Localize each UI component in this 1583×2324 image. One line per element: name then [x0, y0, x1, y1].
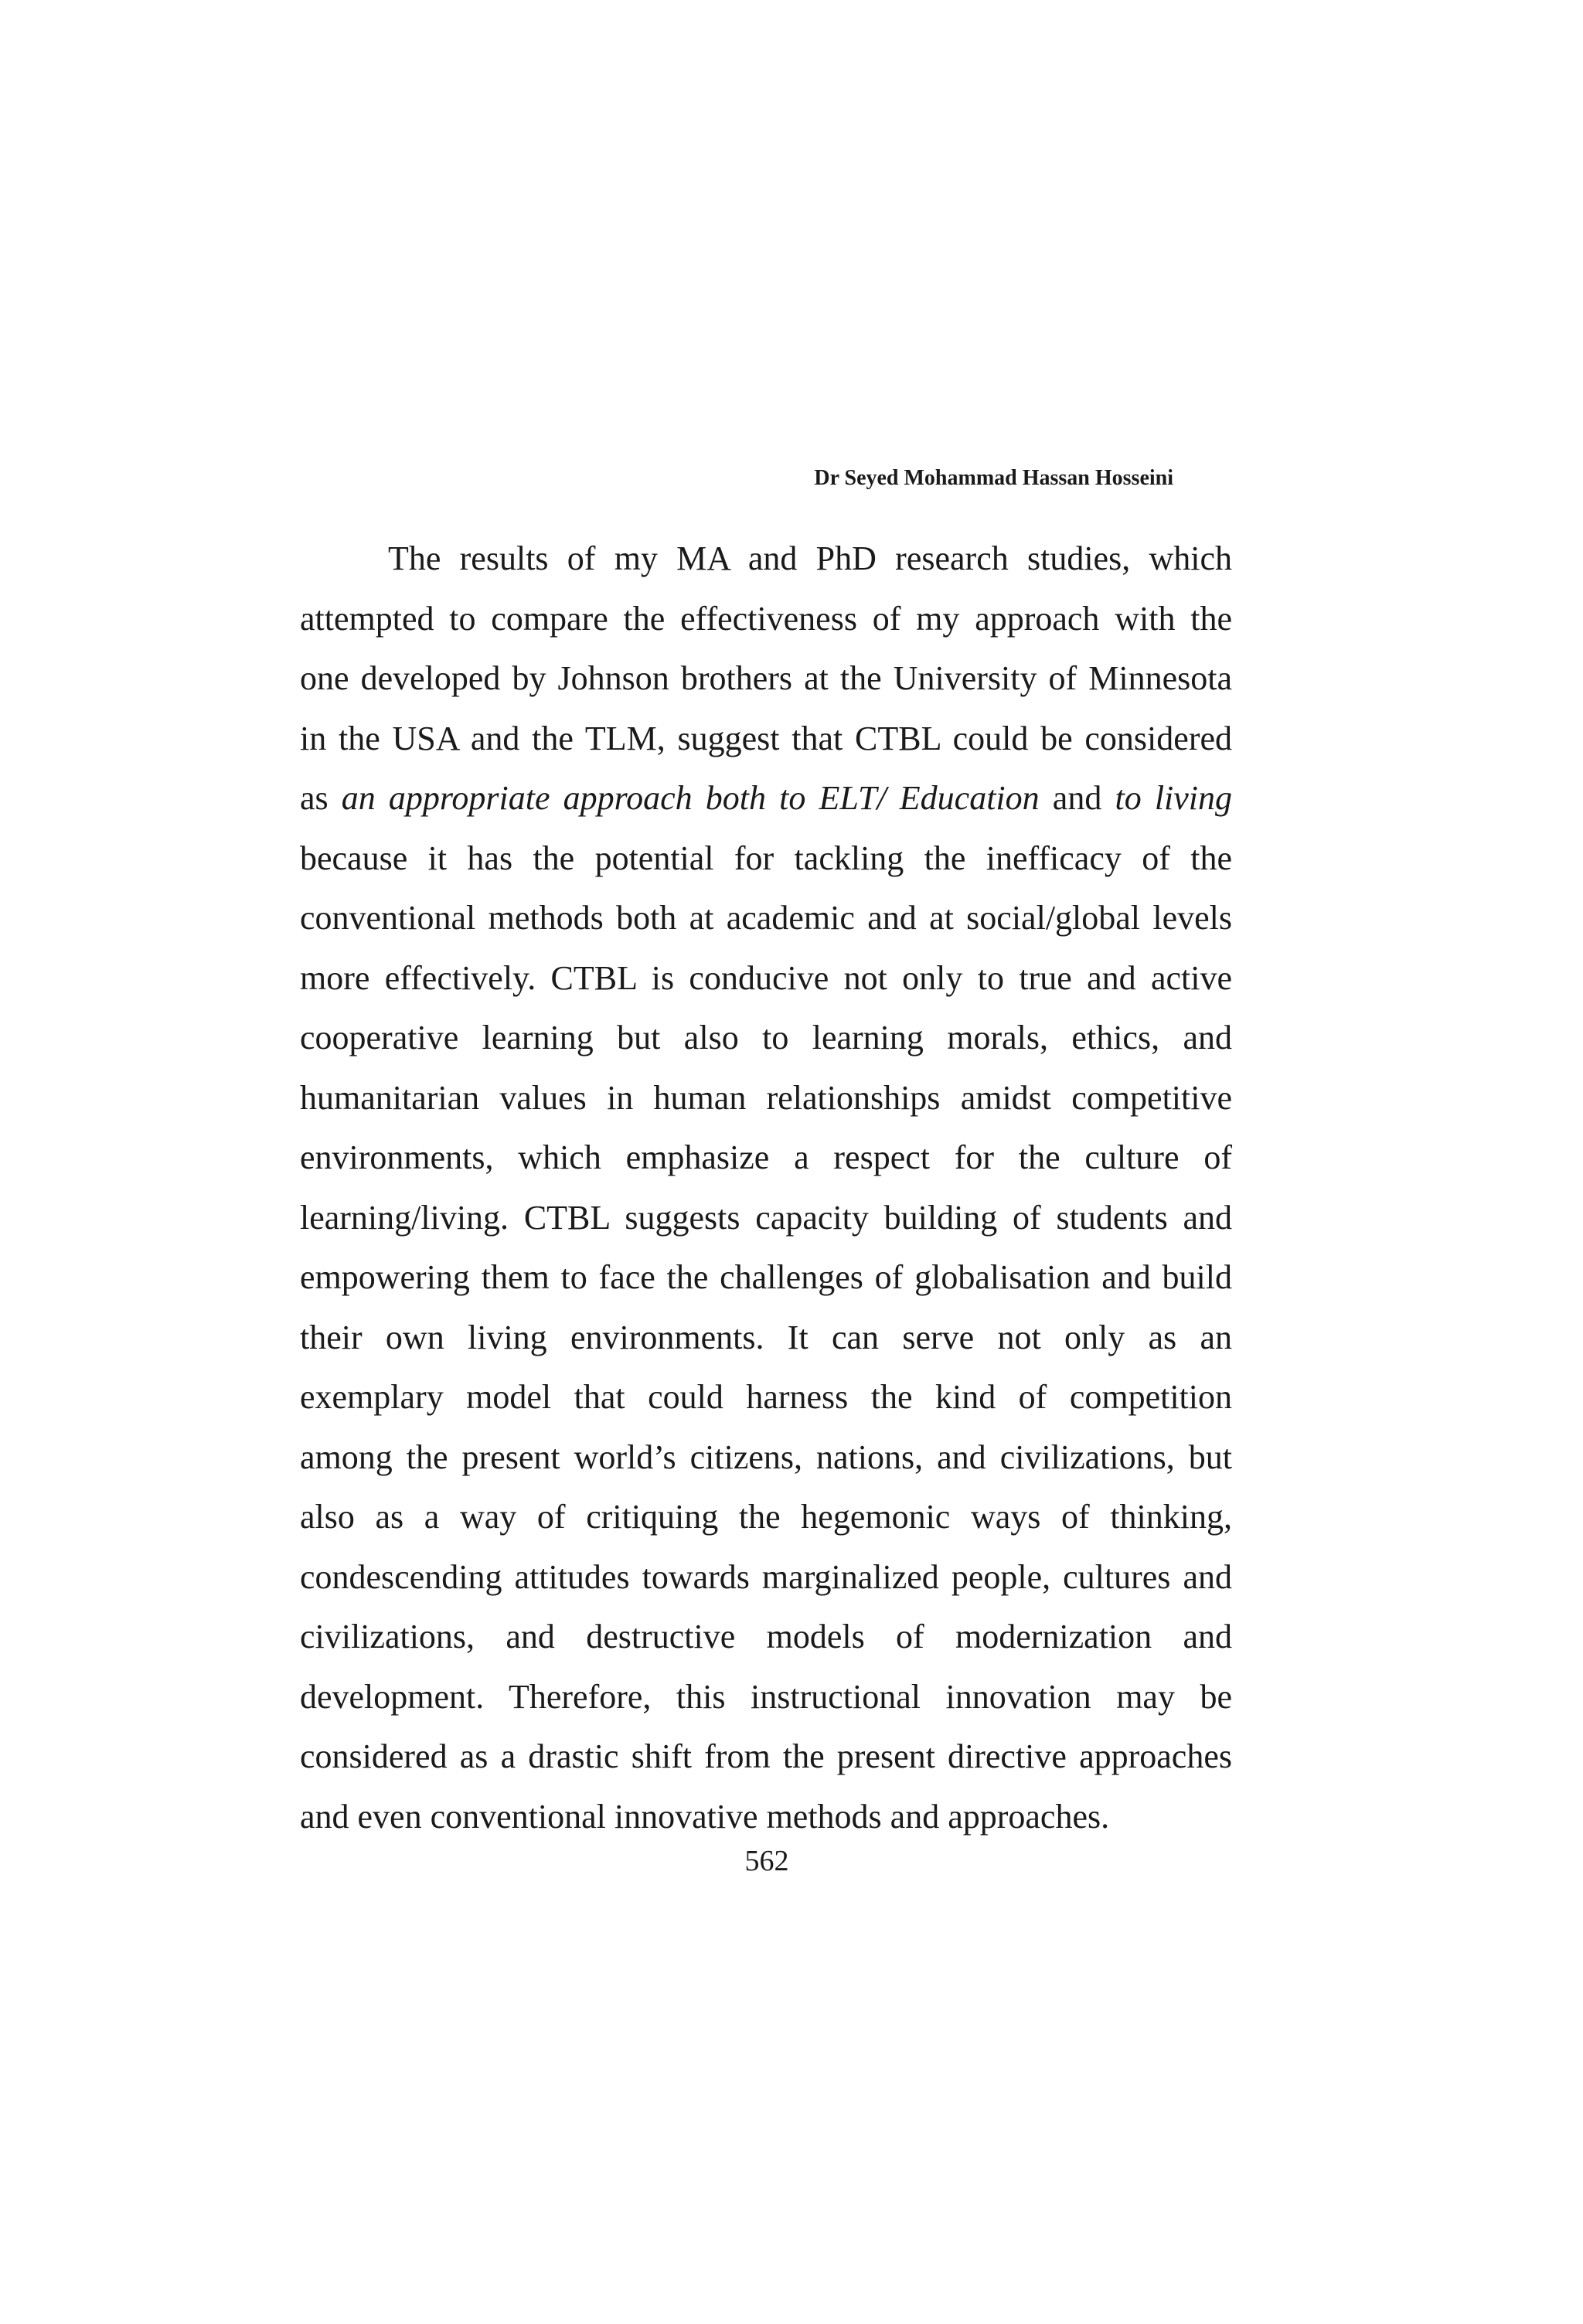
text-line: considered as a drastic shift from the present directive approaches: [300, 1737, 1232, 1775]
text-line: and even conventional innovative methods and approaches.: [300, 1797, 1110, 1836]
text-fragment: and: [1052, 779, 1102, 817]
text-line: civilizations, and destructive models of modernization and: [300, 1618, 1232, 1655]
text-line: development. Therefore, this instructional innovation may be: [300, 1677, 1232, 1716]
text-line: conventional methods both at academic and at social/global levels: [300, 899, 1232, 937]
text-line: in the USA and the TLM, suggest that CTBL could be considered: [300, 719, 1232, 757]
text-line: their own living environments. It can serve not only as an: [300, 1318, 1232, 1356]
text-line: learning/living. CTBL suggests capacity building of students and: [300, 1198, 1232, 1237]
text-line: The results of my MA and PhD research studies, which: [388, 539, 1232, 577]
text-fragment: as: [300, 779, 329, 817]
emphasis-text: an appropriate approach both to ELT/ Education: [341, 779, 1040, 817]
emphasis-text: to living: [1115, 779, 1233, 817]
text-line: empowering them to face the challenges of globalisation and build: [300, 1258, 1232, 1296]
page-number: 562: [744, 1845, 789, 1877]
text-line: also as a way of critiquing the hegemonic ways of thinking,: [300, 1498, 1232, 1536]
text-line: humanitarian values in human relationships amidst competitive: [300, 1078, 1232, 1117]
running-head: Dr Seyed Mohammad Hassan Hosseini: [814, 466, 1173, 490]
text-line: because it has the potential for tackling the inefficacy of the: [300, 839, 1232, 877]
text-line-with-emphasis: [300, 768, 1232, 829]
text-line: one developed by Johnson brothers at the University of Minnesota: [300, 659, 1232, 697]
text-line: cooperative learning but also to learning morals, ethics, and: [300, 1019, 1232, 1057]
text-line: attempted to compare the effectiveness of my approach with the: [300, 599, 1232, 638]
body-paragraph: [300, 529, 1232, 1846]
text-line: more effectively. CTBL is conducive not only to true and active: [300, 958, 1232, 997]
text-line: exemplary model that could harness the kind of competition: [300, 1378, 1232, 1416]
text-line: among the present world’s citizens, nations, and civilizations, but: [300, 1438, 1232, 1476]
text-line: environments, which emphasize a respect for the culture of: [300, 1138, 1232, 1176]
text-line: condescending attitudes towards marginalized people, cultures and: [300, 1557, 1232, 1596]
